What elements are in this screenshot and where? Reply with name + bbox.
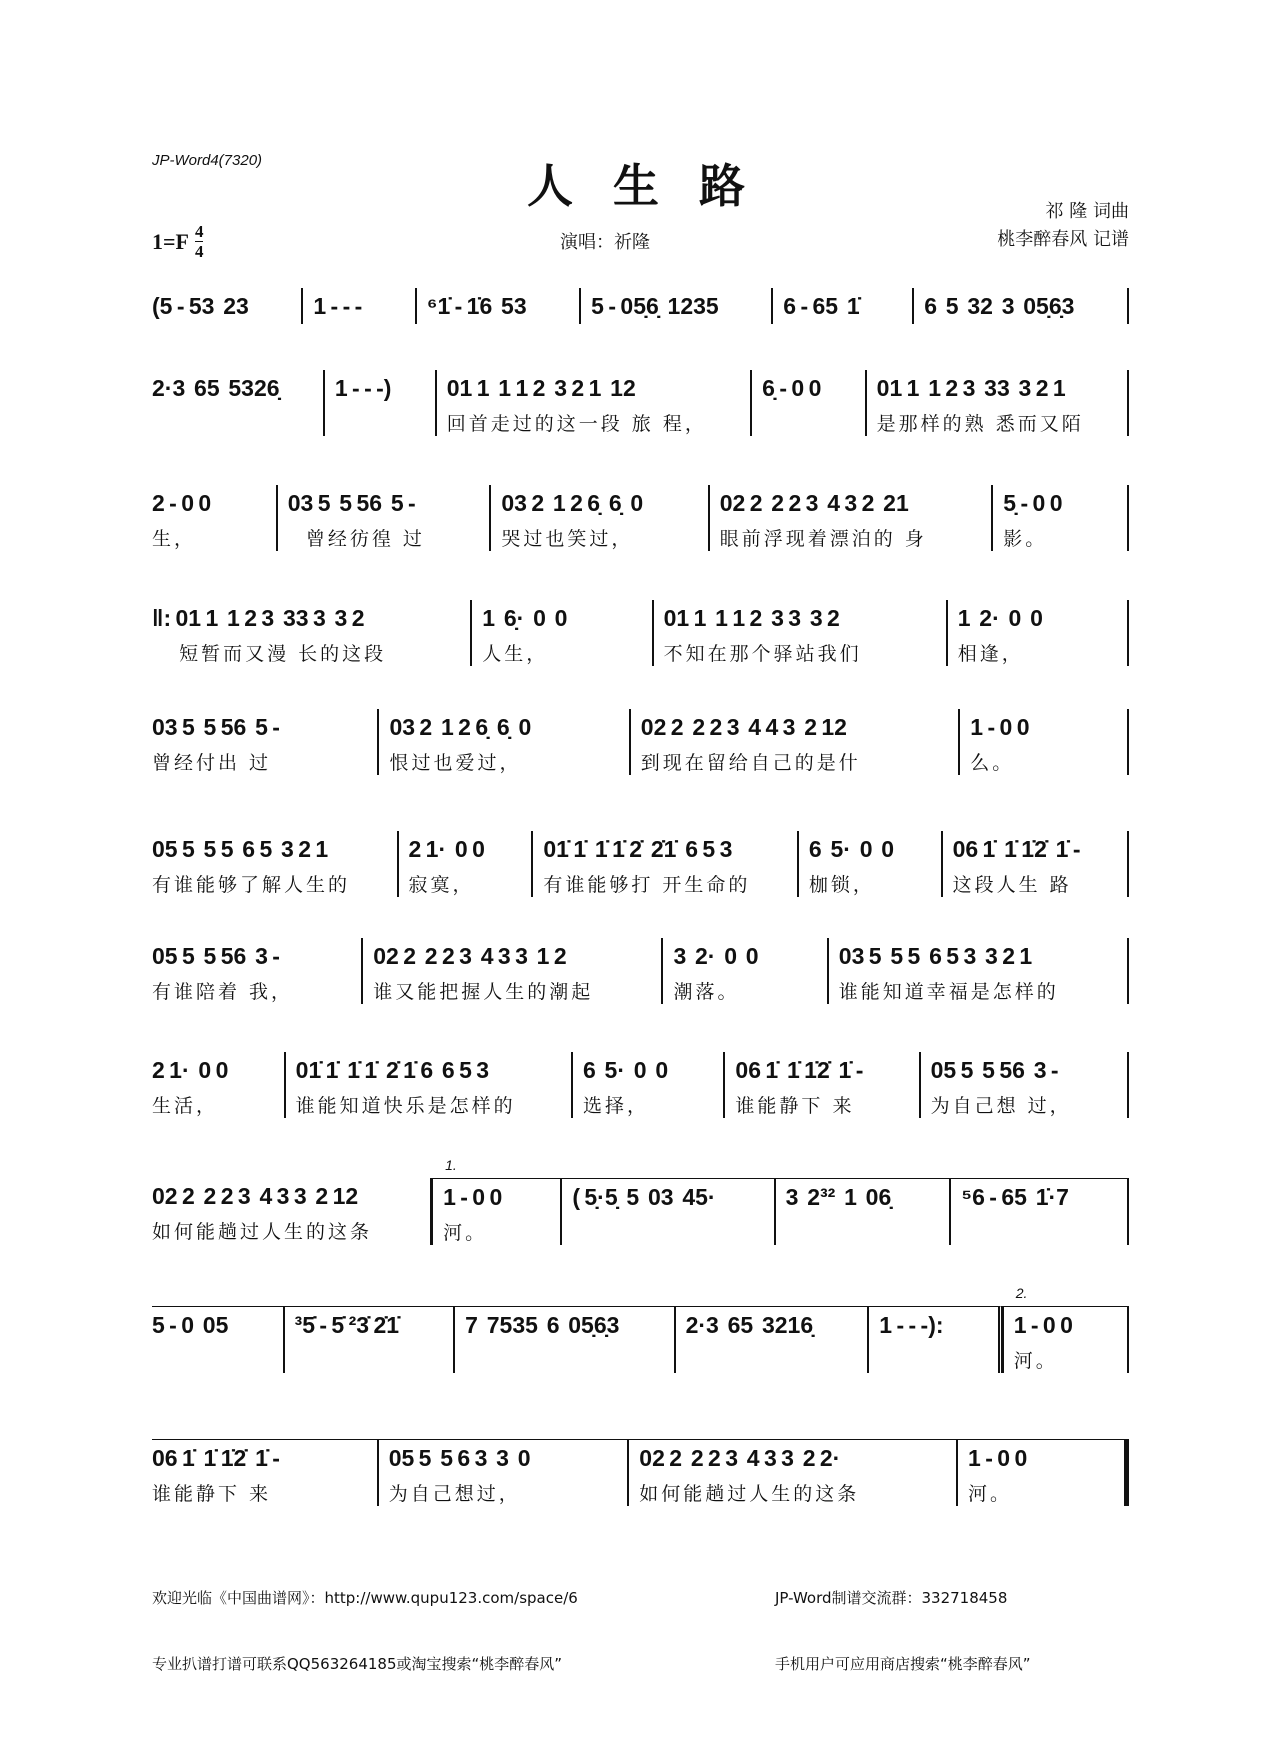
measure — [278, 485, 492, 551]
measure-notes: 1 - 0 0 — [970, 714, 1030, 740]
volta-label: 2. — [1015, 1285, 1028, 1301]
measure-notes: 02 2 2 2 3 4 3 3 1 2 — [373, 943, 567, 969]
measure — [869, 1306, 1002, 1373]
measure-notes: 2 1· 0 0 — [408, 836, 485, 862]
measure — [379, 1439, 630, 1506]
footer-right — [775, 1543, 1031, 1697]
measure — [152, 288, 303, 324]
score-row — [152, 600, 1129, 666]
measure — [432, 1157, 562, 1245]
lyrics: 寂寞， — [408, 874, 475, 896]
measure — [776, 1178, 952, 1245]
footer-contact: 专业扒谱打谱可联系QQ563264185或淘宝搜索“桃李醉春风” — [152, 1655, 563, 1673]
measure — [437, 370, 752, 436]
measure — [152, 831, 399, 897]
score-row — [152, 1157, 1129, 1245]
lyrics: 到现在留给自己的是什 — [640, 752, 861, 774]
lyrics: 河。 — [443, 1222, 488, 1244]
lyrics: 谁能知道快乐是怎样的 — [295, 1095, 516, 1117]
measure — [867, 370, 1129, 436]
lyrics: 恨过也爱过， — [389, 752, 522, 774]
score-row — [152, 288, 1129, 324]
song-title: 人生路 — [527, 159, 785, 213]
measure-notes: 1 - - - — [313, 293, 363, 319]
measure — [152, 370, 325, 436]
measure-notes: 02 2 2 2 3 4 3 2 21 — [719, 490, 909, 516]
measure-notes: 1 - - -): — [879, 1312, 944, 1338]
measure — [417, 288, 581, 324]
footer-left — [152, 1543, 578, 1697]
measure-notes: 2 1· 0 0 — [152, 1057, 229, 1083]
measure-notes: 1 - 0 0 — [443, 1184, 503, 1210]
lyrics: 有谁能够了解人生的 — [152, 874, 351, 896]
time-bottom: 4 — [194, 242, 204, 261]
measure — [152, 485, 278, 551]
lyrics: 为自己想过， — [388, 1483, 521, 1505]
measure-notes: 01 1 1 1 2 3 3 3 2 — [663, 605, 840, 631]
measure-notes: 01̇ 1̇ 1̇ 1̇ 2̇ 1̇ 6 6 5 3 — [295, 1057, 490, 1083]
lyrics: 如何能趟过人生的这条 — [152, 1221, 373, 1243]
measure — [951, 1178, 1129, 1245]
score-row — [152, 938, 1129, 1004]
measure — [379, 709, 630, 775]
lyrics: 谁能静下 来 — [735, 1095, 855, 1117]
measure — [631, 709, 961, 775]
measure-notes: 05 5 5 56 3 - — [930, 1057, 1059, 1083]
measure-notes: 3 2· 0 0 — [673, 943, 759, 969]
measure-notes: 06 1̇ 1̇ 1̇2̇ 1̇ - — [152, 1445, 280, 1471]
measure-notes: 7 7535 6 05̣6̣3 — [465, 1312, 620, 1338]
measure-notes: 1 - - -) — [334, 375, 392, 401]
measure — [152, 938, 363, 1004]
lyrics: 么。 — [970, 752, 1015, 774]
measure — [710, 485, 994, 551]
lyrics: 潮落。 — [673, 981, 740, 1003]
measure — [152, 1052, 286, 1118]
measure — [533, 831, 799, 897]
measure — [773, 288, 914, 324]
score-row — [152, 831, 1129, 897]
measure — [363, 938, 663, 1004]
lyrics: 河。 — [1013, 1350, 1058, 1372]
footer-app: 手机用户可应用商店搜索“桃李醉春风” — [775, 1655, 1031, 1673]
measure-notes: 01 1 1 1 2 3 2 1 12 — [446, 375, 636, 401]
score-row — [152, 1285, 1129, 1373]
measure — [725, 1052, 920, 1118]
score-row — [152, 370, 1129, 436]
measure — [914, 288, 1129, 324]
time-signature — [195, 222, 204, 261]
measure-notes: 1 6̣· 0 0 — [482, 605, 568, 631]
measure-notes: 01̇ 1̇ 1̇ 1̇ 2̇ 2̇1̇ 6 5 3 — [543, 836, 733, 862]
measure-notes: 06 1̇ 1̇ 1̇2̇ 1̇ - — [952, 836, 1081, 862]
measure-notes: 5 - 05̣6̣ 1235 — [591, 293, 719, 319]
lyrics: 有谁能够打 开生命的 — [543, 874, 751, 896]
lyrics: 哭过也笑过， — [501, 528, 634, 550]
measure — [152, 1306, 285, 1373]
measure — [921, 1052, 1129, 1118]
measure — [455, 1306, 675, 1373]
measure-notes: ⁶1̇ - 1̇6 53 — [426, 293, 527, 319]
lyrics: 曾经付出 过 — [152, 752, 272, 774]
measure — [303, 288, 416, 324]
footer-group: JP-Word制谱交流群：332718458 — [775, 1589, 1008, 1607]
measure-notes: 6 5· 0 0 — [808, 836, 895, 862]
measure — [472, 600, 653, 666]
measure-notes: 03 5 5 56 5 - — [287, 490, 416, 516]
measure-notes: 2 - 0 0 — [152, 490, 212, 516]
software-label: JP-Word4(7320) — [152, 152, 263, 169]
measure-notes: 1 - 0 0 — [1013, 1312, 1073, 1338]
measure-notes: (5 - 53 23 — [152, 293, 249, 319]
measure-notes: 6̣ - 0 0 — [762, 375, 822, 401]
transcriber-credit: 桃李醉春风 记谱 — [997, 229, 1129, 250]
singer-credit: 演唱：祈隆 — [560, 232, 650, 253]
measure — [325, 370, 437, 436]
measure-notes: 05 5 5 56 3 - — [152, 943, 280, 969]
measure-notes: 02 2 2 2 3 4 4 3 2 12 — [640, 714, 847, 740]
score-row — [152, 485, 1129, 551]
measure-notes: 02 2 2 2 3 4 3 3 2 12 — [152, 1183, 359, 1209]
measure — [152, 1178, 432, 1245]
lyrics: 曾经彷徨 过 — [287, 528, 425, 550]
measure-notes: 03 5 5 5 6 5 3 3 2 1 — [838, 943, 1033, 969]
measure-notes: 05 5 5 5 6 5 3 2 1 — [152, 836, 329, 862]
measure — [573, 1052, 725, 1118]
lyrics: 影。 — [1003, 528, 1048, 550]
measure-notes: 1 2· 0 0 — [957, 605, 1043, 631]
lyrics: 谁能静下 来 — [152, 1483, 272, 1505]
measure — [663, 938, 828, 1004]
measure — [491, 485, 709, 551]
lyrics: 谁能知道幸福是怎样的 — [838, 981, 1059, 1003]
measure-notes: 02 2 2 2 3 4 3 3 2 2· — [639, 1445, 841, 1471]
measure-notes: 1 - 0 0 — [968, 1445, 1028, 1471]
credits — [997, 198, 1129, 254]
key-signature — [152, 222, 203, 261]
lyrics: 短暂而又漫 长的这段 — [152, 643, 387, 665]
measure — [799, 831, 943, 897]
lyrics: 是那样的熟 悉而又陌 — [876, 413, 1084, 435]
measure-notes: 05 5 5 6 3 3 0 — [388, 1445, 531, 1471]
measure-notes: 01 1 1 2 3 33 3 2 1 — [876, 375, 1066, 401]
measure — [993, 485, 1129, 551]
lyrics: 回首走过的这一段 旅 程， — [446, 413, 707, 435]
time-top: 4 — [194, 222, 204, 241]
measure — [562, 1178, 775, 1245]
measure — [1003, 1285, 1129, 1373]
measure-notes: ‖: 01 1 1 2 3 33 3 3 2 — [152, 605, 365, 631]
lyrics: 谁又能把握人生的潮起 — [373, 981, 594, 1003]
measure — [581, 288, 773, 324]
measure — [152, 600, 472, 666]
measure-notes: 6 5· 0 0 — [582, 1057, 669, 1083]
measure — [152, 1439, 379, 1506]
lyrics: 为自己想 过， — [930, 1095, 1072, 1117]
key-label: 1=F — [152, 228, 189, 254]
lyrics: 有谁陪着 我， — [152, 981, 294, 1003]
measure — [676, 1306, 870, 1373]
measure-notes: ⁵6 - 65 1̇·7 — [961, 1184, 1069, 1210]
measure — [948, 600, 1129, 666]
measure-notes: 6 - 65 1̇ — [783, 293, 860, 319]
volta-label: 1. — [445, 1157, 457, 1173]
lyrics: 如何能趟过人生的这条 — [639, 1483, 860, 1505]
measure-notes: 2·3 65 5326̣ — [152, 375, 280, 401]
measure — [285, 1306, 456, 1373]
lyrics: 相逢， — [957, 643, 1024, 665]
measure-notes: 06 1̇ 1̇ 1̇2̇ 1̇ - — [735, 1057, 864, 1083]
lyrics: 人生， — [482, 643, 549, 665]
lyrics: 生， — [152, 528, 197, 550]
measure-notes: 3 2³² 1 06̣ — [785, 1184, 892, 1210]
score-row — [152, 1439, 1129, 1506]
measure — [958, 1439, 1129, 1506]
lyrics: 生活， — [152, 1095, 219, 1117]
lyrics: 不知在那个驿站我们 — [663, 643, 862, 665]
lyrics: 眼前浮现着漂泊的 身 — [719, 528, 927, 550]
score-row — [152, 709, 1129, 775]
measure — [399, 831, 534, 897]
measure-notes: ³5̇ - 5̇ ²3̇ 2̇1̇ — [294, 1312, 400, 1338]
score-row — [152, 1052, 1129, 1118]
lyrics: 选择， — [582, 1095, 649, 1117]
lyrics: 河。 — [968, 1483, 1013, 1505]
measure-notes: 03 5 5 56 5 - — [152, 714, 280, 740]
composer-credit: 祁 隆 词曲 — [1045, 201, 1129, 222]
measure — [943, 831, 1129, 897]
footer-website: 欢迎光临《中国曲谱网》：http://www.qupu123.com/space/6 — [152, 1589, 578, 1607]
measure-notes: 5 - 0 05 — [152, 1312, 229, 1338]
measure — [960, 709, 1129, 775]
measure-notes: ( 5̣·5̣ 5 03 45· — [572, 1184, 716, 1210]
lyrics: 枷锁， — [808, 874, 875, 896]
measure — [629, 1439, 958, 1506]
measure-notes: 6 5 32 3 05̣6̣3 — [924, 293, 1075, 319]
measure-notes: 03 2 1 2 6̣ 6̣ 0 — [501, 490, 644, 516]
measure — [152, 709, 379, 775]
measure — [654, 600, 948, 666]
measure-notes: 2·3 65 3216̣ — [685, 1312, 814, 1338]
measure-notes: 5̣ - 0 0 — [1003, 490, 1063, 516]
measure — [286, 1052, 573, 1118]
measure — [752, 370, 867, 436]
lyrics: 这段人生 路 — [952, 874, 1072, 896]
measure-notes: 03 2 1 2 6̣ 6̣ 0 — [389, 714, 532, 740]
measure — [829, 938, 1129, 1004]
